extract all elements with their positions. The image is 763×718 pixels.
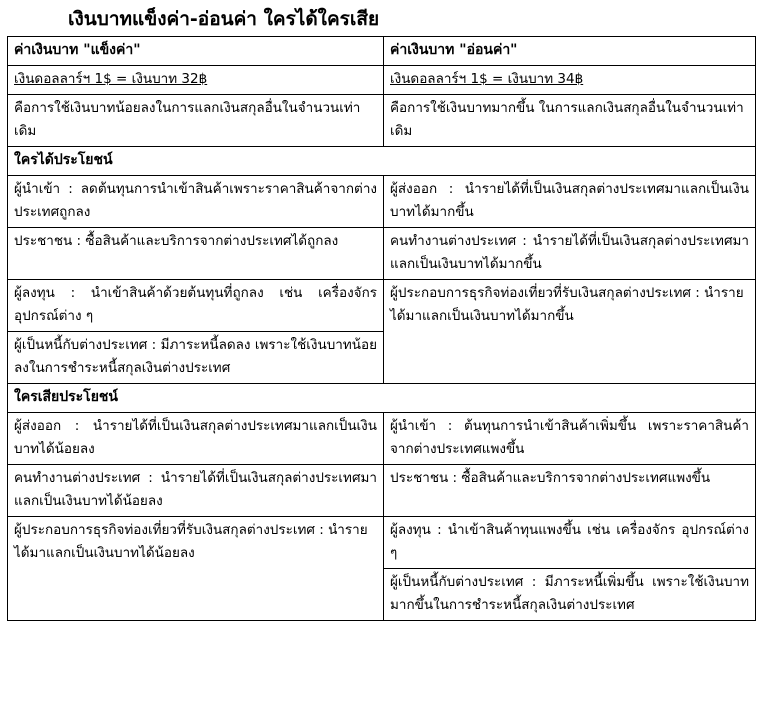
table-row xyxy=(8,517,756,569)
gain-strong-public: ประชาชน : ซื้อสินค้าและบริการจากต่างประเทศได้ถูกลง xyxy=(8,228,384,280)
table-row xyxy=(8,176,756,228)
gain-strong-investors: ผู้ลงทุน : นำเข้าสินค้าด้วยต้นทุนที่ถูกลง เช่น เครื่องจักร อุปกรณ์ต่าง ๆ xyxy=(8,280,384,332)
gain-strong-importers: ผู้นำเข้า : ลดต้นทุนการนำเข้าสินค้าเพราะราคาสินค้าจากต่างประเทศถูกลง xyxy=(8,176,384,228)
lose-weak-investors: ผู้ลงทุน : นำเข้าสินค้าทุนแพงขึ้น เช่น เครื่องจักร อุปกรณ์ต่าง ๆ xyxy=(384,517,756,569)
definition-strong-baht: คือการใช้เงินบาทน้อยลงในการแลกเงินสกุลอื่นในจำนวนเท่าเดิม xyxy=(8,95,384,147)
lose-weak-public: ประชาชน : ซื้อสินค้าและบริการจากต่างประเทศแพงขึ้น xyxy=(384,465,756,517)
lose-weak-foreign-debtors: ผู้เป็นหนี้กับต่างประเทศ : มีภาระหนี้เพิ่มขึ้น เพราะใช้เงินบาทมากขึ้นในการชำระหนี้สกุลเงินต่างประเทศ xyxy=(384,569,756,621)
definition-row xyxy=(8,95,756,147)
gain-weak-tourism-operators: ผู้ประกอบการธุรกิจท่องเที่ยวที่รับเงินสกุลต่างประเทศ : นำรายได้มาแลกเป็นเงินบาทได้มากขึ้น xyxy=(384,280,756,384)
header-weak-baht: ค่าเงินบาท "อ่อนค่า" xyxy=(384,37,756,66)
table-row xyxy=(8,228,756,280)
gain-weak-exporters: ผู้ส่งออก : นำรายได้ที่เป็นเงินสกุลต่างประเทศมาแลกเป็นเงินบาทได้มากขึ้น xyxy=(384,176,756,228)
rate-strong-baht: เงินดอลลาร์ฯ 1$ = เงินบาท 32฿ xyxy=(8,66,384,95)
lose-strong-exporters: ผู้ส่งออก : นำรายได้ที่เป็นเงินสกุลต่างประเทศมาแลกเป็นเงินบาทได้น้อยลง xyxy=(8,413,384,465)
header-row xyxy=(8,37,756,66)
table-row xyxy=(8,465,756,517)
lose-strong-overseas-workers: คนทำงานต่างประเทศ : นำรายได้ที่เป็นเงินสกุลต่างประเทศมาแลกเป็นเงินบาทได้น้อยลง xyxy=(8,465,384,517)
section-heading-gain: ใครได้ประโยชน์ xyxy=(8,147,756,176)
comparison-table xyxy=(7,36,756,621)
gain-weak-overseas-workers: คนทำงานต่างประเทศ : นำรายได้ที่เป็นเงินสกุลต่างประเทศมาแลกเป็นเงินบาทได้มากขึ้น xyxy=(384,228,756,280)
section-row-gain xyxy=(8,147,756,176)
table-row xyxy=(8,413,756,465)
gain-strong-foreign-debtors: ผู้เป็นหนี้กับต่างประเทศ : มีภาระหนี้ลดลง เพราะใช้เงินบาทน้อยลงในการชำระหนี้สกุลเงินต่างประเทศ xyxy=(8,332,384,384)
document-title: เงินบาทแข็งค่า-อ่อนค่า ใครได้ใครเสีย xyxy=(68,8,380,30)
lose-strong-tourism-operators: ผู้ประกอบการธุรกิจท่องเที่ยวที่รับเงินสกุลต่างประเทศ : นำรายได้มาแลกเป็นเงินบาทได้น้อยลง xyxy=(8,517,384,621)
exchange-rate-row xyxy=(8,66,756,95)
table-row xyxy=(8,280,756,332)
rate-weak-baht: เงินดอลลาร์ฯ 1$ = เงินบาท 34฿ xyxy=(384,66,756,95)
header-strong-baht: ค่าเงินบาท "แข็งค่า" xyxy=(8,37,384,66)
section-row-lose xyxy=(8,384,756,413)
lose-weak-importers: ผู้นำเข้า : ต้นทุนการนำเข้าสินค้าเพิ่มขึ้น เพราะราคาสินค้าจากต่างประเทศแพงขึ้น xyxy=(384,413,756,465)
definition-weak-baht: คือการใช้เงินบาทมากขึ้น ในการแลกเงินสกุลอื่นในจำนวนเท่าเดิม xyxy=(384,95,756,147)
section-heading-lose: ใครเสียประโยชน์ xyxy=(8,384,756,413)
